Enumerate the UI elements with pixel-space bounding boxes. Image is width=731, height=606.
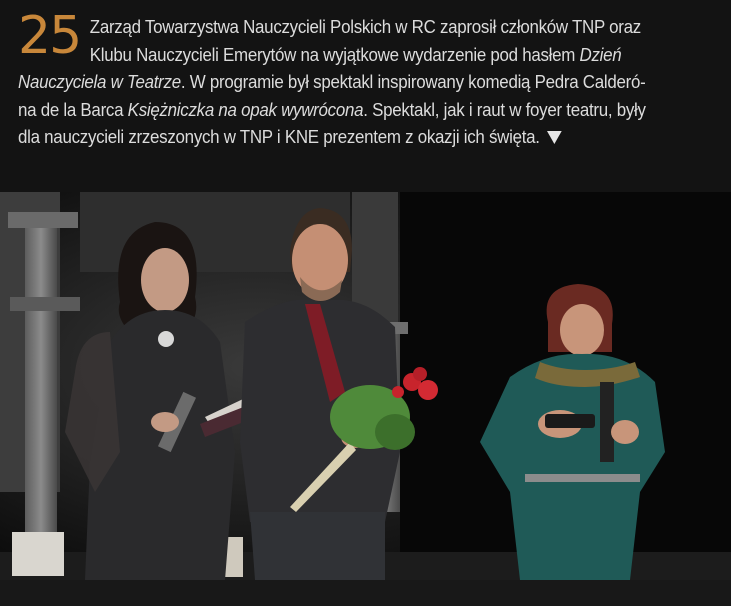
stage-scene <box>0 192 731 580</box>
event-title-part: Nauczyciela w Teatrze <box>18 71 181 92</box>
event-photo <box>0 192 731 580</box>
stage-prop-box <box>12 532 64 576</box>
event-title-part: Dzień <box>579 43 622 65</box>
caption-line: dla nauczycieli zrzeszonych w TNP i KNE prezentem z okazji ich święta. <box>18 123 662 151</box>
caption-text <box>18 13 662 151</box>
article-number: 25 <box>18 6 81 66</box>
caption-line: Nauczyciela w Teatrze. W programie był spektakl inspirowany komedią Pedra Calderó- <box>18 71 646 92</box>
article-caption <box>0 0 731 192</box>
caption-line: Klubu Nauczycieli Emerytów na wyjątkowe wydarzenie pod hasłem Dzień <box>89 43 622 65</box>
page-bottom-strip <box>0 580 731 606</box>
play-title: Księżniczka na opak wywrócona <box>127 98 364 120</box>
down-triangle-icon <box>547 131 562 144</box>
caption-line: Zarząd Towarzystwa Nauczycieli Polskich w RC zaprosił członków TNP oraz <box>89 16 641 37</box>
caption-line: na de la Barca Księżniczka na opak wywrócona. Spektakl, jak i raut w foyer teatru, były <box>18 98 646 120</box>
